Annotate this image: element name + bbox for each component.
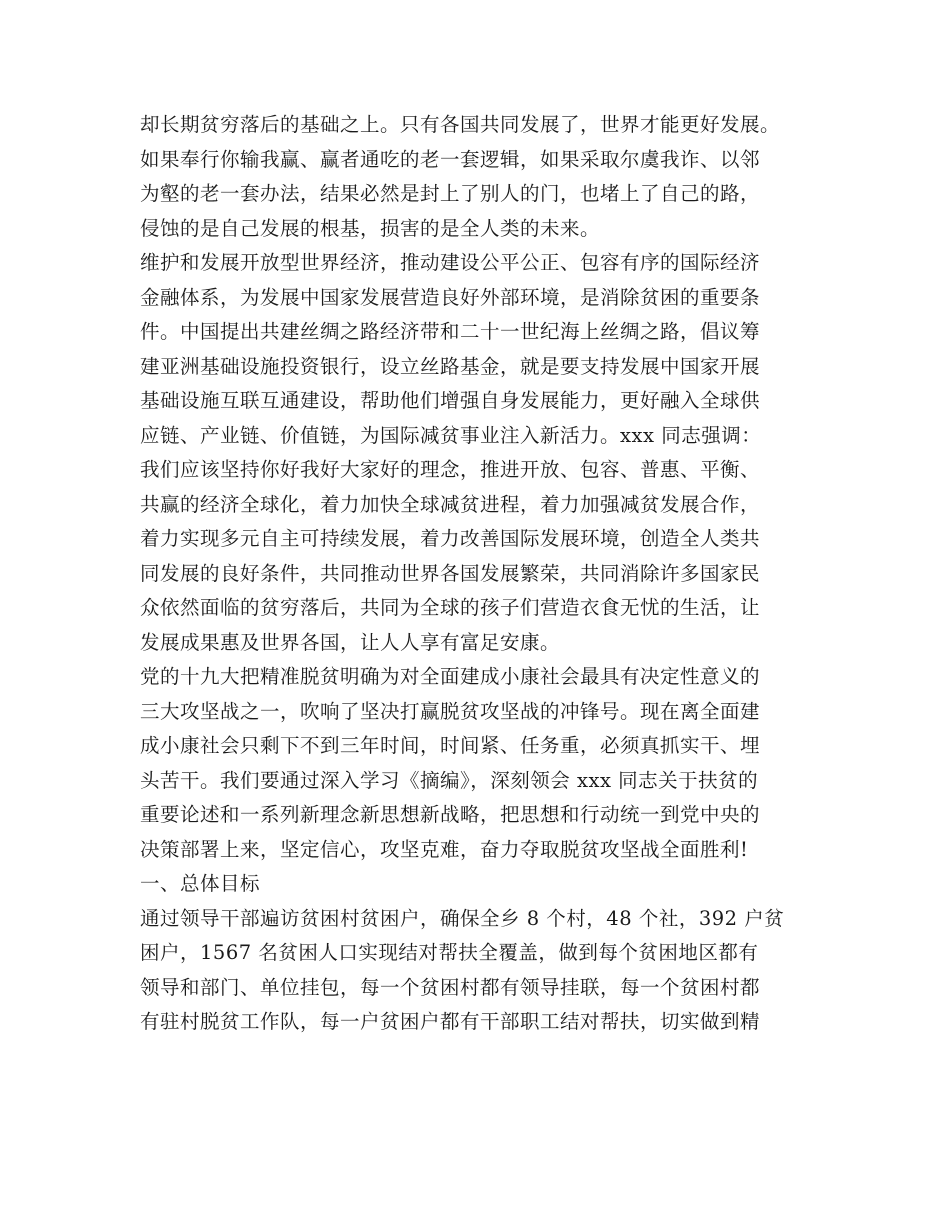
text-line: 党的十九大把精准脱贫明确为对全面建成小康社会最具有决定性意义的 bbox=[140, 665, 761, 688]
text-line: 件。中国提出共建丝绸之路经济带和二十一世纪海上丝绸之路，倡议筹 bbox=[140, 320, 761, 343]
text-line: 同发展的良好条件，共同推动世界各国发展繁荣，共同消除许多国家民 bbox=[140, 561, 761, 585]
text-line: 基础设施互联互通建设，帮助他们增强自身发展能力，更好融入全球供 bbox=[140, 389, 761, 412]
text-line: 众依然面临的贫穷落后，共同为全球的孩子们营造衣食无忧的生活，让 bbox=[140, 596, 761, 619]
text-line: 发展成果惠及世界各国，让人人享有富足安康。 bbox=[140, 630, 561, 654]
text-line: 成小康社会只剩下不到三年时间，时间紧、任务重，必须真抓实干、埋 bbox=[140, 734, 761, 757]
text-line: 侵蚀的是自己发展的根基，损害的是全人类的未来。 bbox=[140, 216, 601, 240]
text-line: 应链、产业链、价值链，为国际减贫事业注入新活力。xxx 同志强调： bbox=[140, 423, 762, 447]
text-line: 维护和发展开放型世界经济，推动建设公平公正、包容有序的国际经济 bbox=[140, 251, 761, 274]
text-line: 着力实现多元自主可持续发展，着力改善国际发展环境，创造全人类共 bbox=[140, 527, 761, 550]
text-line: 共赢的经济全球化，着力加快全球减贫进程，着力加强减贫发展合作， bbox=[140, 492, 761, 516]
text-line: 我们应该坚持你好我好大家好的理念，推进开放、包容、普惠、平衡、 bbox=[140, 458, 761, 481]
text-line: 困户，1567 名贫困人口实现结对帮扶全覆盖，做到每个贫困地区都有 bbox=[140, 941, 759, 964]
text-line: 如果奉行你输我赢、赢者通吃的老一套逻辑，如果采取尔虞我诈、以邻 bbox=[140, 147, 761, 171]
text-line: 决策部署上来，坚定信心，攻坚克难，奋力夺取脱贫攻坚战全面胜利! bbox=[140, 837, 749, 861]
text-line: 重要论述和一系列新理念新思想新战略，把思想和行动统一到党中央的 bbox=[140, 803, 761, 826]
text-line: 领导和部门、单位挂包，每一个贫困村都有领导挂联，每一个贫困村都 bbox=[140, 975, 761, 999]
text-line: 为壑的老一套办法，结果必然是封上了别人的门，也堵上了自己的路， bbox=[140, 182, 761, 205]
text-line: 有驻村脱贫工作队，每一户贫困户都有干部职工结对帮扶，切实做到精 bbox=[140, 1010, 761, 1033]
text-line: 通过领导干部遍访贫困村贫困户，确保全乡 8 个村，48 个社，392 户贫 bbox=[140, 906, 785, 930]
section-heading: 一、总体目标 bbox=[140, 872, 261, 895]
text-line: 金融体系，为发展中国家发展营造良好外部环境，是消除贫困的重要条 bbox=[140, 285, 761, 309]
text-line: 三大攻坚战之一，吹响了坚决打赢脱贫攻坚战的冲锋号。现在离全面建 bbox=[140, 699, 761, 723]
text-line: 却长期贫穷落后的基础之上。只有各国共同发展了，世界才能更好发展。 bbox=[140, 113, 781, 136]
text-line: 建亚洲基础设施投资银行，设立丝路基金，就是要支持发展中国家开展 bbox=[140, 354, 761, 378]
document-body bbox=[140, 108, 830, 1040]
text-line: 头苦干。我们要通过深入学习《摘编》，深刻领会 xxx 同志关于扶贫的 bbox=[140, 768, 759, 792]
